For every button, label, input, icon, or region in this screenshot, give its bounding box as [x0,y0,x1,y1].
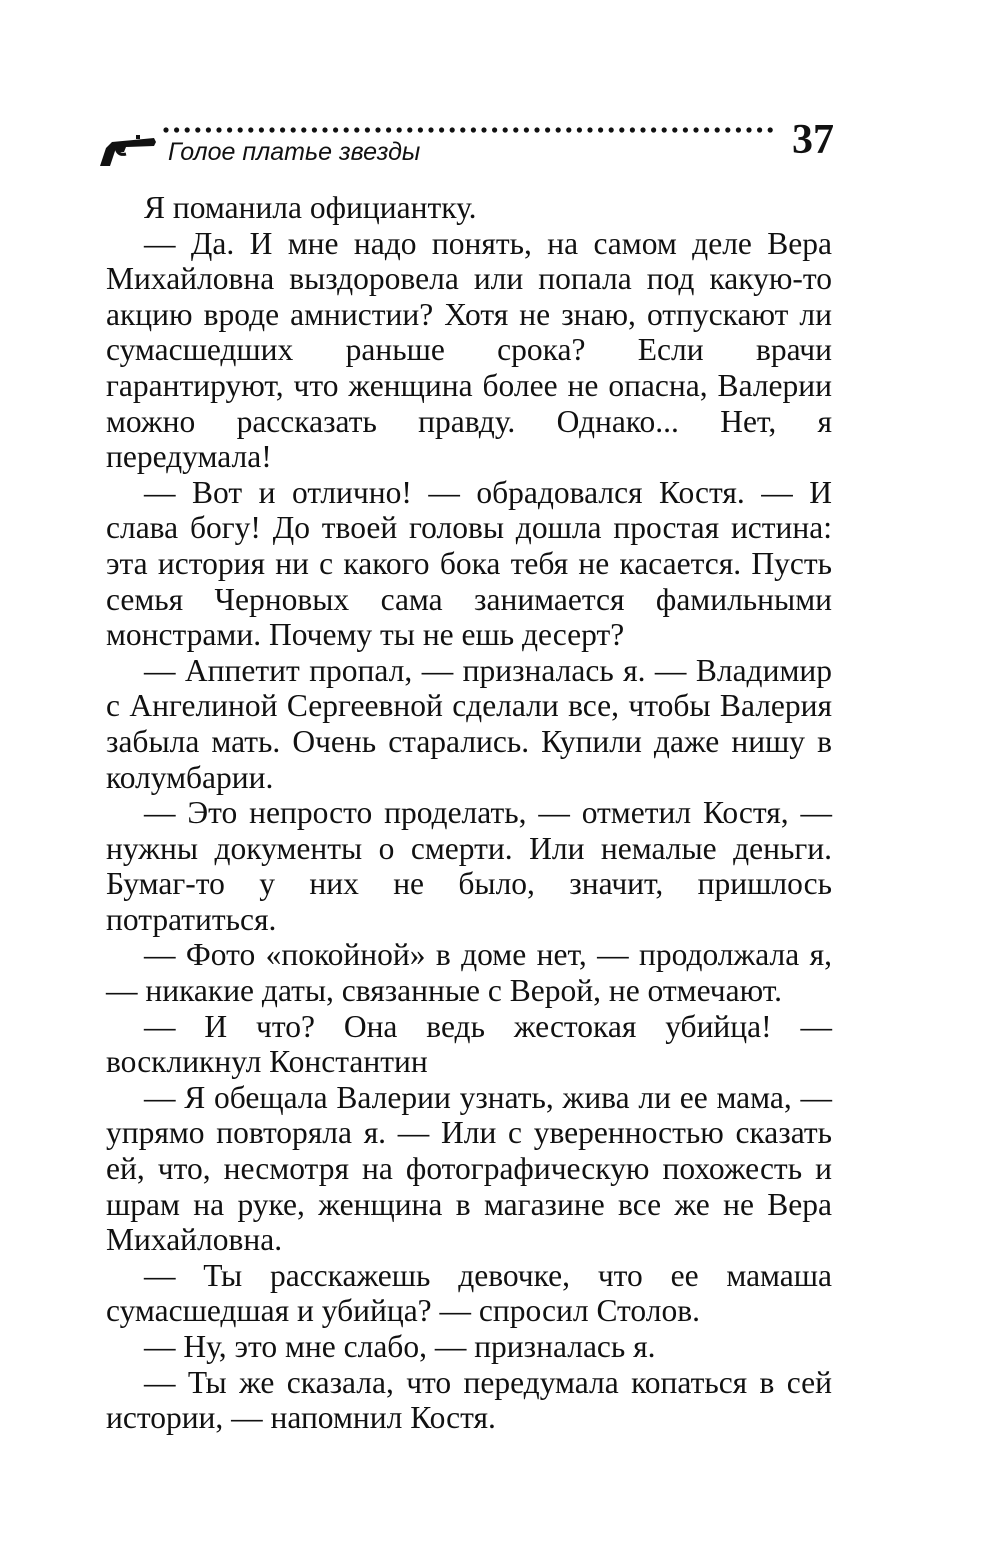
leader-dot [598,127,603,132]
paragraph: — Я обещала Валерии узнать, жива ли ее мама, — упрямо повторяла я. — Или с уверенностью сказать ей, что, несмотря на фотографическую похожесть и шрам на руке, женщина в магазине все же не Вера Михайловна. [106,1079,832,1258]
leader-dot [672,127,677,132]
leader-dot [397,127,402,132]
leader-dot [746,127,751,132]
paragraph: — И что? Она ведь жестокая убийца! — воскликнул Константин [106,1008,832,1080]
leader-dot [333,127,338,132]
leader-dot [238,127,243,132]
paragraph: — Ты расскажешь девочке, что ее мамаша сумасшедшая и убийца? — спросил Столов. [106,1257,832,1329]
leader-dot [545,127,550,132]
text-body [106,190,832,1436]
dot-leader [162,124,780,136]
leader-dot [566,127,571,132]
leader-dot [174,127,179,132]
paragraph: — Ну, это мне слабо, — призналась я. [144,1329,656,1364]
leader-dot [725,127,730,132]
paragraph: — Аппетит пропал, — призналась я. — Владимир с Ангелиной Сергеевной сделали все, чтобы Валерия забыла мать. Очень старались. Купили даже нишу в колумбарии. [106,652,832,795]
leader-dot [418,127,423,132]
leader-dot [577,127,582,132]
leader-dot [195,127,200,132]
leader-dot [715,127,720,132]
leader-dot [248,127,253,132]
paragraph: — Фото «покойной» в доме нет, — продолжала я, — никакие даты, связанные с Верой, не отмечают. [106,937,832,1009]
leader-dot [481,127,486,132]
leader-dot [693,127,698,132]
leader-dot [609,127,614,132]
leader-dot [365,127,370,132]
book-title: Голое платье звезды [168,138,421,166]
leader-dot [471,127,476,132]
leader-dot [301,127,306,132]
paragraph: — Это непросто проделать, — отметил Костя, — нужны документы о смерти. Или немалые деньги. Бумаг-то у них не было, значит, пришлось потратиться. [106,795,832,937]
leader-dot [460,127,465,132]
paragraph: Я поманила официантку. [144,190,477,225]
leader-dot [185,127,190,132]
paragraph: — Ты же сказала, что передумала копаться в сей истории, — напомнил Костя. [106,1364,832,1436]
paragraph: — Вот и отлично! — обрадовался Костя. — И слава богу! До твоей головы дошла простая истина: эта история ни с какого бока тебя не касается. Пусть семья Черновых сама занимается фамильными монстрами. Почему ты не ешь десерт? [106,474,832,653]
leader-dot [227,127,232,132]
leader-dot [704,127,709,132]
leader-dot [513,127,518,132]
leader-dot [280,127,285,132]
running-header [96,118,836,178]
leader-dot [524,127,529,132]
leader-dot [206,127,211,132]
leader-dot [259,127,264,132]
leader-dot [503,127,508,132]
leader-dot [662,127,667,132]
leader-dot [534,127,539,132]
leader-dot [651,127,656,132]
leader-dot [768,127,773,132]
leader-dot [630,127,635,132]
leader-dot [683,127,688,132]
leader-dot [556,127,561,132]
leader-dot [375,127,380,132]
leader-dot [428,127,433,132]
leader-dot [269,127,274,132]
pistol-icon [96,126,158,170]
leader-dot [619,127,624,132]
leader-dot [736,127,741,132]
leader-dot [757,127,762,132]
leader-dot [216,127,221,132]
leader-dot [354,127,359,132]
leader-dot [386,127,391,132]
leader-dot [322,127,327,132]
leader-dot [450,127,455,132]
page-number: 37 [792,117,834,163]
leader-dot [291,127,296,132]
leader-dot [312,127,317,132]
leader-dot [439,127,444,132]
leader-dot [640,127,645,132]
leader-dot [163,127,168,132]
leader-dot [492,127,497,132]
leader-dot [344,127,349,132]
paragraph: — Да. И мне надо понять, на самом деле Вера Михайловна выздоровела или попала под какую-то акцию вроде амнистии? Хотя не знаю, отпускают ли сумасшедших раньше срока? Если врачи гарантируют, что женщина более не опасна, Валерии можно рассказать правду. Однако... Нет, я передумала! [106,225,832,475]
leader-dot [407,127,412,132]
leader-dot [587,127,592,132]
